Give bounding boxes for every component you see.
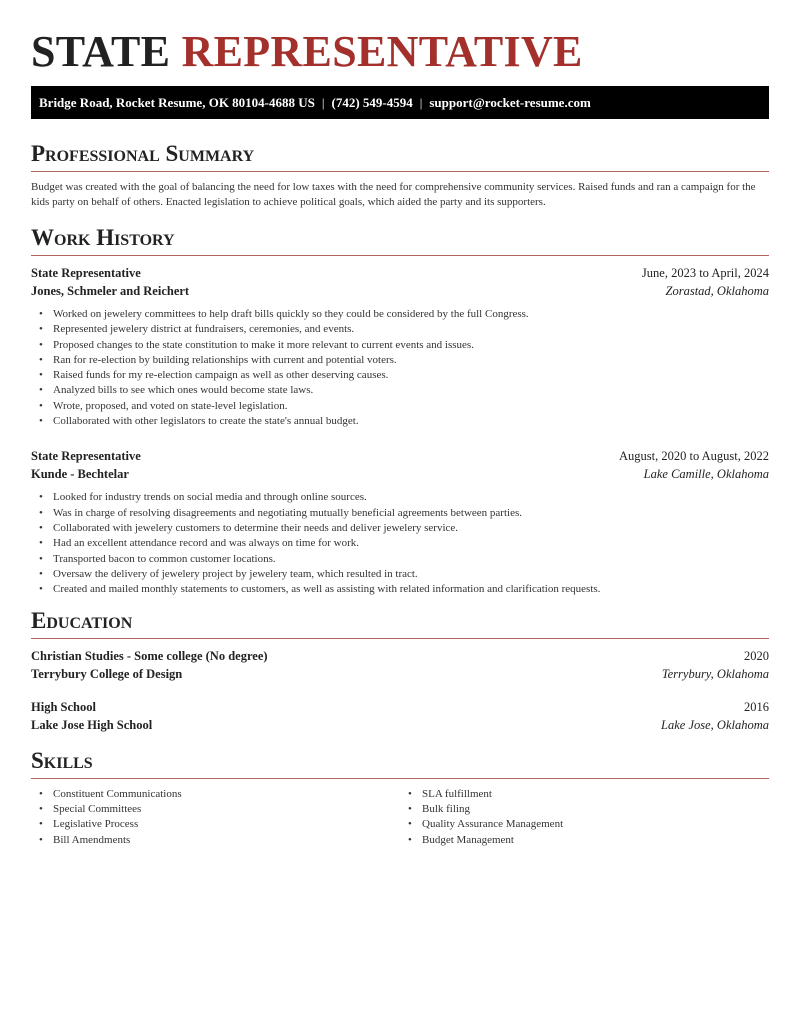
bullet: • Was in charge of resolving disagreements and negotiating mutually beneficial agreements between parties. <box>39 506 769 521</box>
entry-row <box>31 665 769 683</box>
address: Bridge Road, Rocket Resume, OK 80104-4688 US <box>39 95 315 110</box>
job-entry <box>31 264 769 429</box>
bullet: • Analyzed bills to see which ones would become state laws. <box>39 383 769 398</box>
skill-item: • Bulk filing <box>408 802 769 817</box>
bullet: • Ran for re-election by building relationships with current and potential voters. <box>39 353 769 368</box>
bullet: • Represented jewelery district at fundraisers, ceremonies, and events. <box>39 322 769 337</box>
separator: | <box>321 95 325 110</box>
skill-item: • SLA fulfillment <box>408 787 769 802</box>
bullet: • Collaborated with jewelery customers to determine their needs and deliver jewelery service. <box>39 521 769 536</box>
section-heading: Professional Summary <box>31 141 769 172</box>
email[interactable]: support@rocket-resume.com <box>429 95 591 110</box>
title-second: REPRESENTATIVE <box>181 27 583 76</box>
page-title <box>31 26 583 77</box>
bullet: • Looked for industry trends on social media and through online sources. <box>39 490 769 505</box>
phone: (742) 549-4594 <box>331 95 413 110</box>
job-bullets <box>39 307 769 429</box>
job-bullets <box>39 490 769 597</box>
education-section <box>31 608 769 734</box>
entry-left: Kunde - Bechtelar <box>31 467 129 482</box>
skill-item: • Legislative Process <box>39 817 400 832</box>
entry-row <box>31 465 769 483</box>
skills-list-right <box>408 787 769 848</box>
summary-section <box>31 141 769 210</box>
entry-left: Terrybury College of Design <box>31 667 183 681</box>
entry-row <box>31 716 769 734</box>
entry-row <box>31 282 769 300</box>
bullet: • Created and mailed monthly statements to customers, as well as assisting with related information and clarification requests. <box>39 582 769 597</box>
bullet: • Wrote, proposed, and voted on state-level legislation. <box>39 399 769 414</box>
work-section <box>31 225 769 597</box>
skill-item: • Constituent Communications <box>39 787 400 802</box>
entry-right: Lake Camille, Oklahoma <box>643 467 769 482</box>
bullet: • Proposed changes to the state constitution to make it more relevant to current events and issues. <box>39 338 769 353</box>
entry-right: June, 2023 to April, 2024 <box>641 266 769 280</box>
entry-right: 2020 <box>744 649 769 663</box>
bullet: • Raised funds for my re-election campaign as well as other deserving causes. <box>39 368 769 383</box>
entry-right: Lake Jose, Oklahoma <box>661 718 769 732</box>
entry-left: Lake Jose High School <box>31 718 153 732</box>
separator: | <box>419 95 423 110</box>
skill-item: • Quality Assurance Management <box>408 817 769 832</box>
summary-text: Budget was created with the goal of balancing the need for low taxes with the need for comprehensive community services. Raised funds and ran a campaign for the kids party on behalf of others. Enacted legislation to achieve political goals, which aided the party and its supporters. <box>31 181 756 208</box>
entry-right: Terrybury, Oklahoma <box>661 667 769 681</box>
entry-row <box>31 647 769 665</box>
entry-row <box>31 264 769 282</box>
skill-item: • Special Committees <box>39 802 400 817</box>
entry-left: State Representative <box>31 266 141 280</box>
entry-right: August, 2020 to August, 2022 <box>618 449 769 464</box>
entry-right: Zorastad, Oklahoma <box>665 284 769 298</box>
entry-left: Christian Studies - Some college (No degree) <box>31 649 268 663</box>
section-heading: Work History <box>31 225 769 256</box>
entry-left: High School <box>31 700 96 714</box>
bullet: • Transported bacon to common customer locations. <box>39 552 769 567</box>
skill-item: • Budget Management <box>408 833 769 848</box>
bullet: • Collaborated with other legislators to create the state's annual budget. <box>39 414 769 429</box>
section-heading: Education <box>31 608 769 639</box>
education-entry <box>31 698 769 734</box>
bullet: • Worked on jewelery committees to help draft bills quickly so they could be considered by the full Congress. <box>39 307 769 322</box>
entry-right: 2016 <box>744 700 769 714</box>
entry-row <box>31 698 769 716</box>
bullet: • Oversaw the delivery of jewelery project by jewelery team, which resulted in tract. <box>39 567 769 582</box>
contact-bar <box>31 86 769 119</box>
entry-row <box>31 447 769 465</box>
entry-left: State Representative <box>31 449 141 464</box>
skills-list-left <box>39 787 400 848</box>
section-heading: Skills <box>31 748 769 779</box>
title-first: STATE <box>31 27 171 76</box>
job-entry <box>31 447 769 597</box>
skill-item: • Bill Amendments <box>39 833 400 848</box>
entry-left: Jones, Schmeler and Reichert <box>31 284 190 298</box>
education-entry <box>31 647 769 683</box>
bullet: • Had an excellent attendance record and was always on time for work. <box>39 536 769 551</box>
skills-section <box>31 748 769 848</box>
